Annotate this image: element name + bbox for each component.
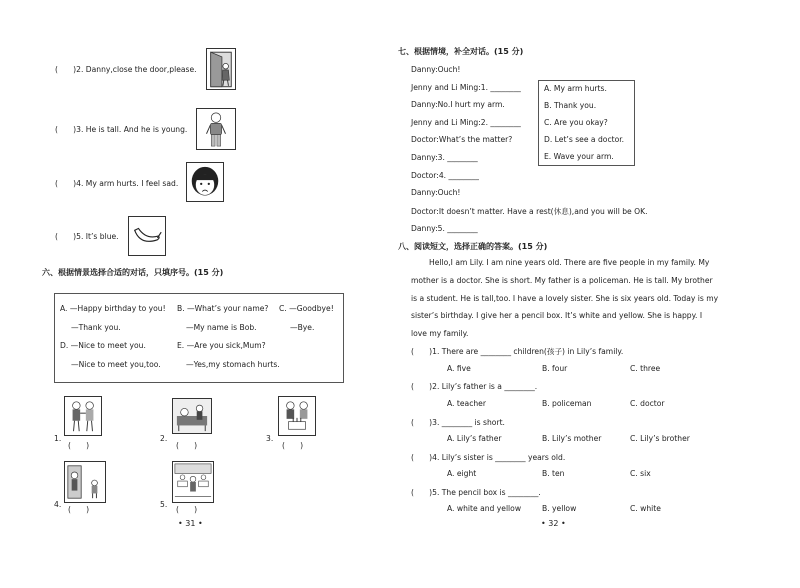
- option-b-line1: B. —What’s your name?: [177, 304, 269, 313]
- option-d: D. Let’s see a doctor.: [544, 135, 625, 144]
- section-7-title: 七、根据情境，补全对话。(15 分): [398, 47, 524, 56]
- reading-question-1: ( )1. There are ________ children(孩子) in Lily’s family.: [411, 347, 624, 356]
- option-b-line2: —My name is Bob.: [186, 323, 257, 332]
- tall-boy-picture-icon: [196, 108, 236, 150]
- reading-question-2: ( )2. Lily’s father is a ________.: [411, 382, 538, 391]
- reading-q4-choice-a[interactable]: A. eight: [447, 469, 477, 478]
- picture-3-answer-blank[interactable]: ( ): [282, 441, 304, 450]
- door-picture-icon: [206, 48, 236, 90]
- dialogue-line-2: Jenny and Li Ming:1. ________: [411, 83, 521, 92]
- dialogue-line-6: Danny:3. ________: [411, 153, 478, 162]
- option-e: E. Wave your arm.: [544, 152, 614, 161]
- section-7-options-box: [538, 80, 635, 166]
- sick-mum-picture-icon: [172, 398, 212, 434]
- passage-line-4: sister’s birthday. I give her a pencil box. It’s white and yellow. She is happy. I: [411, 311, 703, 320]
- passage-line-3: is a student. He is tall,too. I have a lovely sister. She is six years old. Today is my: [411, 294, 719, 303]
- reading-q1-choice-a[interactable]: A. five: [447, 364, 471, 373]
- classroom-picture-icon: [172, 461, 214, 503]
- question-item-4: ( )4. My arm hurts. I feel sad.: [55, 179, 179, 188]
- option-c: C. Are you okay?: [544, 118, 608, 127]
- reading-q5-choice-a[interactable]: A. white and yellow: [447, 504, 522, 513]
- goodbye-door-picture-icon: [64, 461, 106, 503]
- section-8-title: 八、阅读短文，选择正确的答案。(15 分): [398, 242, 548, 251]
- reading-q3-choice-b[interactable]: B. Lily’s mother: [542, 434, 602, 443]
- reading-question-4: ( )4. Lily’s sister is ________ years old.: [411, 453, 566, 462]
- passage-line-1: Hello,I am Lily. I am nine years old. There are five people in my family. My: [429, 258, 710, 267]
- question-item-2: ( )2. Danny,close the door,please.: [55, 65, 197, 74]
- reading-q3-choice-a[interactable]: A. Lily’s father: [447, 434, 502, 443]
- dialogue-line-10: Danny:5. ________: [411, 224, 478, 233]
- picture-3-number: 3.: [266, 434, 274, 443]
- reading-q4-choice-c[interactable]: C. six: [630, 469, 651, 478]
- option-e-line2: —Yes,my stomach hurts.: [186, 360, 280, 369]
- picture-2-answer-blank[interactable]: ( ): [176, 441, 198, 450]
- reading-q5-choice-c[interactable]: C. white: [630, 504, 661, 513]
- reading-q1-choice-c[interactable]: C. three: [630, 364, 661, 373]
- option-c-line1: C. —Goodbye!: [279, 304, 334, 313]
- picture-5-number: 5.: [160, 500, 168, 509]
- option-d-line1: D. —Nice to meet you.: [60, 341, 146, 350]
- reading-question-3: ( )3. ________ is short.: [411, 418, 505, 427]
- option-e-line1: E. —Are you sick,Mum?: [177, 341, 266, 350]
- reading-q3-choice-c[interactable]: C. Lily’s brother: [630, 434, 690, 443]
- option-a: A. My arm hurts.: [544, 84, 607, 93]
- dialogue-options-box: [54, 293, 344, 383]
- dialogue-line-7: Doctor:4. ________: [411, 171, 479, 180]
- picture-5-answer-blank[interactable]: ( ): [176, 505, 198, 514]
- birthday-cake-picture-icon: [278, 396, 316, 436]
- reading-q5-choice-b[interactable]: B. yellow: [542, 504, 577, 513]
- passage-line-5: love my family.: [411, 329, 469, 338]
- option-a-line2: —Thank you.: [71, 323, 121, 332]
- question-item-5: ( )5. It’s blue.: [55, 232, 119, 241]
- dialogue-line-4: Jenny and Li Ming:2. ________: [411, 118, 521, 127]
- reading-q2-choice-b[interactable]: B. policeman: [542, 399, 592, 408]
- picture-2-number: 2.: [160, 434, 168, 443]
- option-c-line2: —Bye.: [290, 323, 315, 332]
- dialogue-line-5: Doctor:What’s the matter?: [411, 135, 513, 144]
- dialogue-line-1: Danny:Ouch!: [411, 65, 461, 74]
- option-a-line1: A. —Happy birthday to you!: [60, 304, 166, 313]
- page-number-right: • 32 •: [541, 519, 566, 528]
- option-d-line2: —Nice to meet you,too.: [71, 360, 161, 369]
- passage-line-2: mother is a doctor. She is short. My father is a policeman. He is tall. My brother: [411, 276, 713, 285]
- picture-4-answer-blank[interactable]: ( ): [68, 505, 90, 514]
- reading-q4-choice-b[interactable]: B. ten: [542, 469, 565, 478]
- greeting-kids-picture-icon: [64, 396, 102, 436]
- reading-q1-choice-b[interactable]: B. four: [542, 364, 568, 373]
- dialogue-line-9: Doctor:It doesn’t matter. Have a rest(休息),and you will be OK.: [411, 207, 648, 216]
- reading-question-5: ( )5. The pencil box is ________.: [411, 488, 541, 497]
- picture-1-number: 1.: [54, 434, 62, 443]
- reading-q2-choice-a[interactable]: A. teacher: [447, 399, 486, 408]
- option-b: B. Thank you.: [544, 101, 597, 110]
- page-number-left: • 31 •: [178, 519, 203, 528]
- dialogue-line-3: Danny:No.I hurt my arm.: [411, 100, 505, 109]
- sad-girl-picture-icon: [186, 162, 224, 202]
- reading-q2-choice-c[interactable]: C. doctor: [630, 399, 665, 408]
- banana-picture-icon: [128, 216, 166, 256]
- picture-1-answer-blank[interactable]: ( ): [68, 441, 90, 450]
- section-6-title: 六、根据情景选择合适的对话，只填序号。(15 分): [42, 268, 224, 277]
- dialogue-line-8: Danny:Ouch!: [411, 188, 461, 197]
- picture-4-number: 4.: [54, 500, 62, 509]
- question-item-3: ( )3. He is tall. And he is young.: [55, 125, 188, 134]
